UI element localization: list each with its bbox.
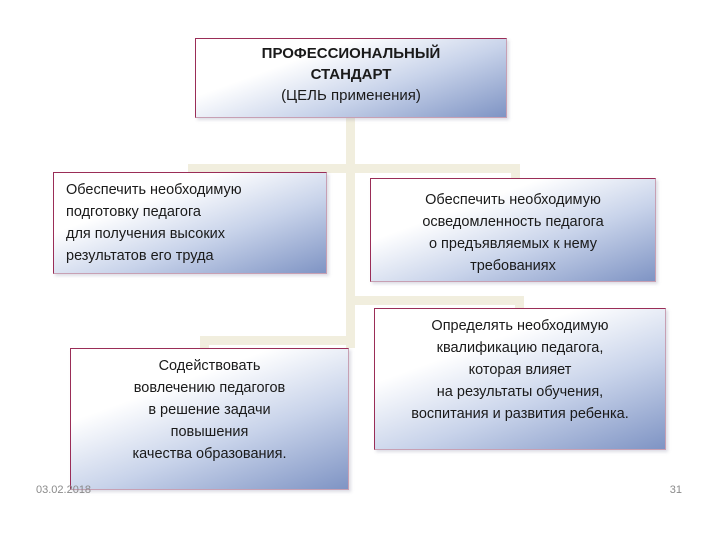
slide-date: 03.02.2018: [36, 484, 92, 496]
goal-text-involvement: Содействовать вовлечению педагогов в решение задачи повышения качества образования.: [132, 358, 287, 462]
goal-text-awareness: Обеспечить необходимую осведомленность педагога о предъявляемых к нему требованиях: [422, 192, 604, 274]
connector-horizontal-bottom-right: [346, 296, 524, 305]
goal-box-awareness: [370, 178, 656, 282]
goal-box-qualification: [374, 308, 666, 450]
connector-vertical-trunk: [346, 118, 355, 348]
goal-box-training: [53, 172, 327, 274]
root-title-line2: СТАНДАРТ: [310, 66, 392, 83]
root-standard-box: [195, 38, 507, 118]
root-title-line1: ПРОФЕССИОНАЛЬНЫЙ: [261, 45, 441, 62]
root-subtitle: (ЦЕЛЬ применения): [281, 87, 421, 104]
goal-text-qualification: Определять необходимую квалификацию педагога, которая влияет на результаты обучения, воспитания и развития ребенка.: [411, 318, 629, 422]
slide-page-number: 31: [669, 484, 682, 496]
goal-text-training: Обеспечить необходимую подготовку педагога для получения высоких результатов его труда: [66, 182, 242, 264]
goal-box-involvement: [70, 348, 349, 490]
connector-horizontal-bottom-left: [200, 336, 355, 345]
